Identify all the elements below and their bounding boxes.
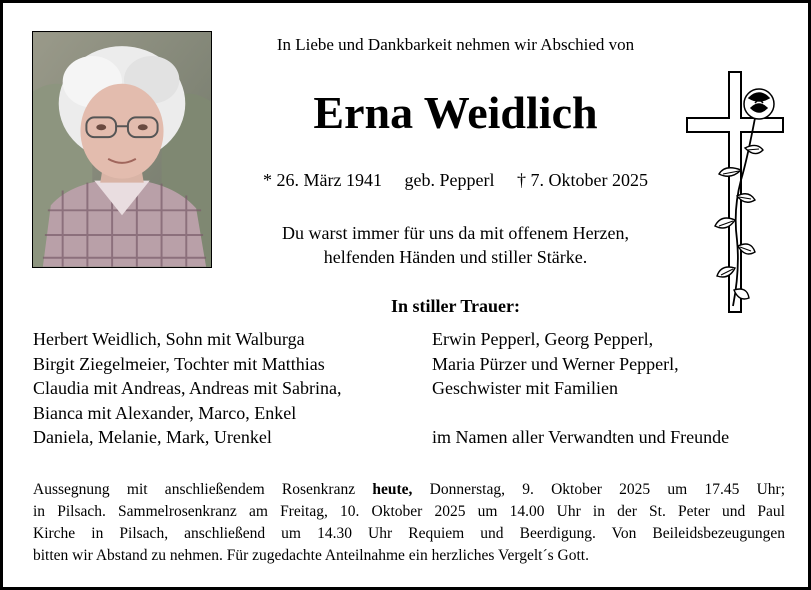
notice-text: Aussegnung mit anschließendem Rosenkranz <box>33 481 373 498</box>
birth-date: * 26. März 1941 <box>263 170 382 190</box>
cross-with-rose-icon <box>685 70 785 315</box>
family-line: Claudia mit Andreas, Andreas mit Sabrina, <box>33 378 342 398</box>
quote-line-2: helfenden Händen und stiller Stärke. <box>323 247 588 267</box>
family-line: Herbert Weidlich, Sohn mit Walburga <box>33 329 305 349</box>
family-line: Maria Pürzer und Werner Pepperl, <box>432 353 679 374</box>
family-line: Bianca mit Alexander, Marco, Enkel <box>33 402 297 423</box>
family-list-right <box>432 327 792 450</box>
notice-line-2: in Pilsach. Sammelrosenkranz am Freitag, 10. Oktober 2025 um 14.00 Uhr in der St. Peter und Paul <box>33 503 785 520</box>
notice-bold-text: heute, <box>372 481 413 498</box>
notice-line-4: bitten wir Abstand zu nehmen. Für zugedachte Anteilnahme ein herzliches Vergelt´s Gott. <box>33 547 589 564</box>
family-footer: im Namen aller Verwandten und Freunde <box>432 427 730 447</box>
memorial-quote <box>203 221 708 269</box>
portrait-photo <box>32 31 212 268</box>
funeral-notice <box>33 479 785 567</box>
notice-line-1 <box>33 479 785 501</box>
death-date: † 7. Oktober 2025 <box>516 170 648 190</box>
maiden-name: geb. Pepperl <box>404 170 495 190</box>
deceased-name: Erna Weidlich <box>313 87 598 138</box>
notice-text: Donnerstag, 9. Oktober 2025 um 17.45 Uhr; <box>412 481 785 498</box>
spacer <box>432 401 792 426</box>
intro-text: In Liebe und Dankbarkeit nehmen wir Abschied von <box>276 35 635 54</box>
family-list-left <box>33 327 413 450</box>
family-line: Daniela, Melanie, Mark, Urenkel <box>33 427 272 447</box>
family-line: Birgit Ziegelmeier, Tochter mit Matthias <box>33 353 325 374</box>
family-line: Geschwister mit Familien <box>432 378 618 398</box>
life-dates <box>203 169 708 191</box>
quote-line-1: Du warst immer für uns da mit offenem Herzen, <box>281 223 630 243</box>
mourning-heading: In stiller Trauer: <box>391 296 520 316</box>
family-line: Erwin Pepperl, Georg Pepperl, <box>432 329 654 349</box>
notice-line-3: Kirche in Pilsach, anschließend um 14.30 Uhr Requiem und Beerdigung. Von Beileidsbezeugungen <box>33 525 785 542</box>
portrait-image <box>33 32 211 267</box>
